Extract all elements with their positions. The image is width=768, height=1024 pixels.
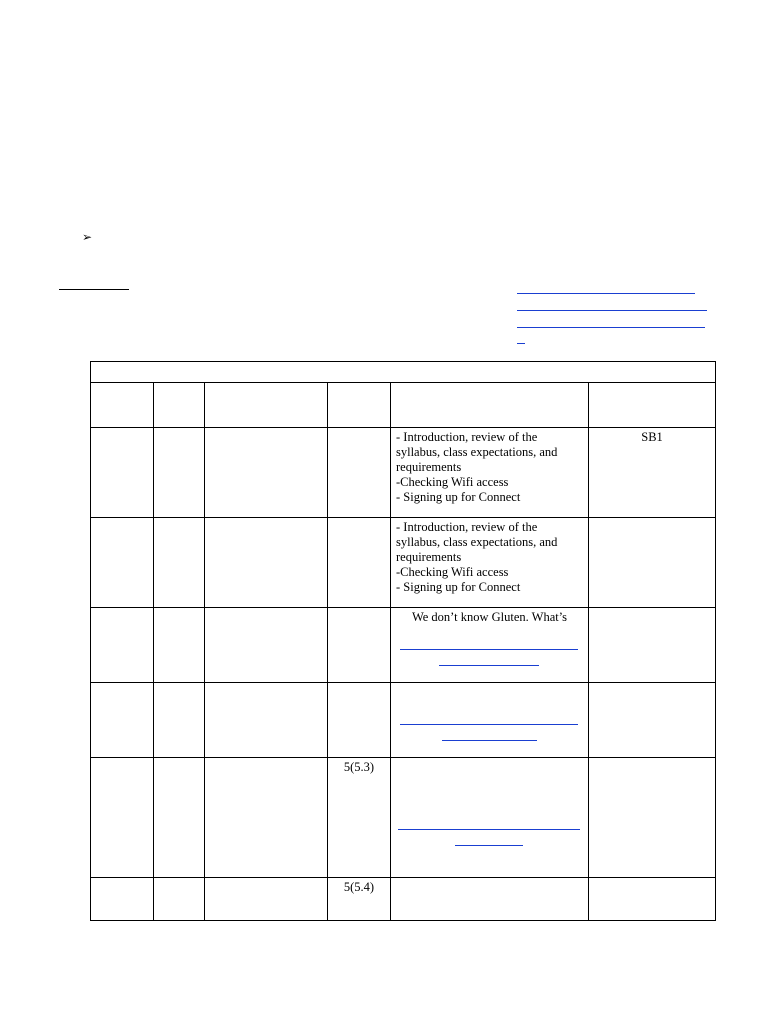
hyperlink[interactable] [517,293,695,294]
table-row [91,608,716,683]
table-title-row [91,362,716,383]
topic-cell: We don’t know Gluten. What’s [391,608,589,683]
underlined-heading-rule [59,289,129,290]
topic-cell: - Introduction, review of the syllabus, class expectations, and requirements -Checking Wifi access - Signing up for Connect [391,428,589,518]
hyperlink[interactable] [442,740,537,741]
table-row [91,878,716,921]
bullet-arrow-icon: ➢ [82,230,93,244]
topic-cell: - Introduction, review of the syllabus, class expectations, and requirements -Checking Wifi access - Signing up for Connect [391,518,589,608]
hyperlink[interactable] [517,327,705,328]
hyperlink[interactable] [439,665,539,666]
hyperlink[interactable] [398,829,580,830]
section-cell: 5(5.4) [328,878,391,921]
section-cell: 5(5.3) [328,758,391,878]
table-row [91,758,716,878]
resources-cell: SB1 [589,428,716,518]
table-row [91,683,716,758]
table-header-row [91,383,716,428]
hyperlink[interactable] [400,649,578,650]
topic-cell [391,683,589,758]
hyperlink[interactable] [455,845,523,846]
hyperlink[interactable] [517,343,525,344]
hyperlink[interactable] [400,724,578,725]
topic-cell [391,758,589,878]
table-row [91,428,716,518]
hyperlink[interactable] [517,310,707,311]
schedule-table [90,361,716,921]
table-row [91,518,716,608]
